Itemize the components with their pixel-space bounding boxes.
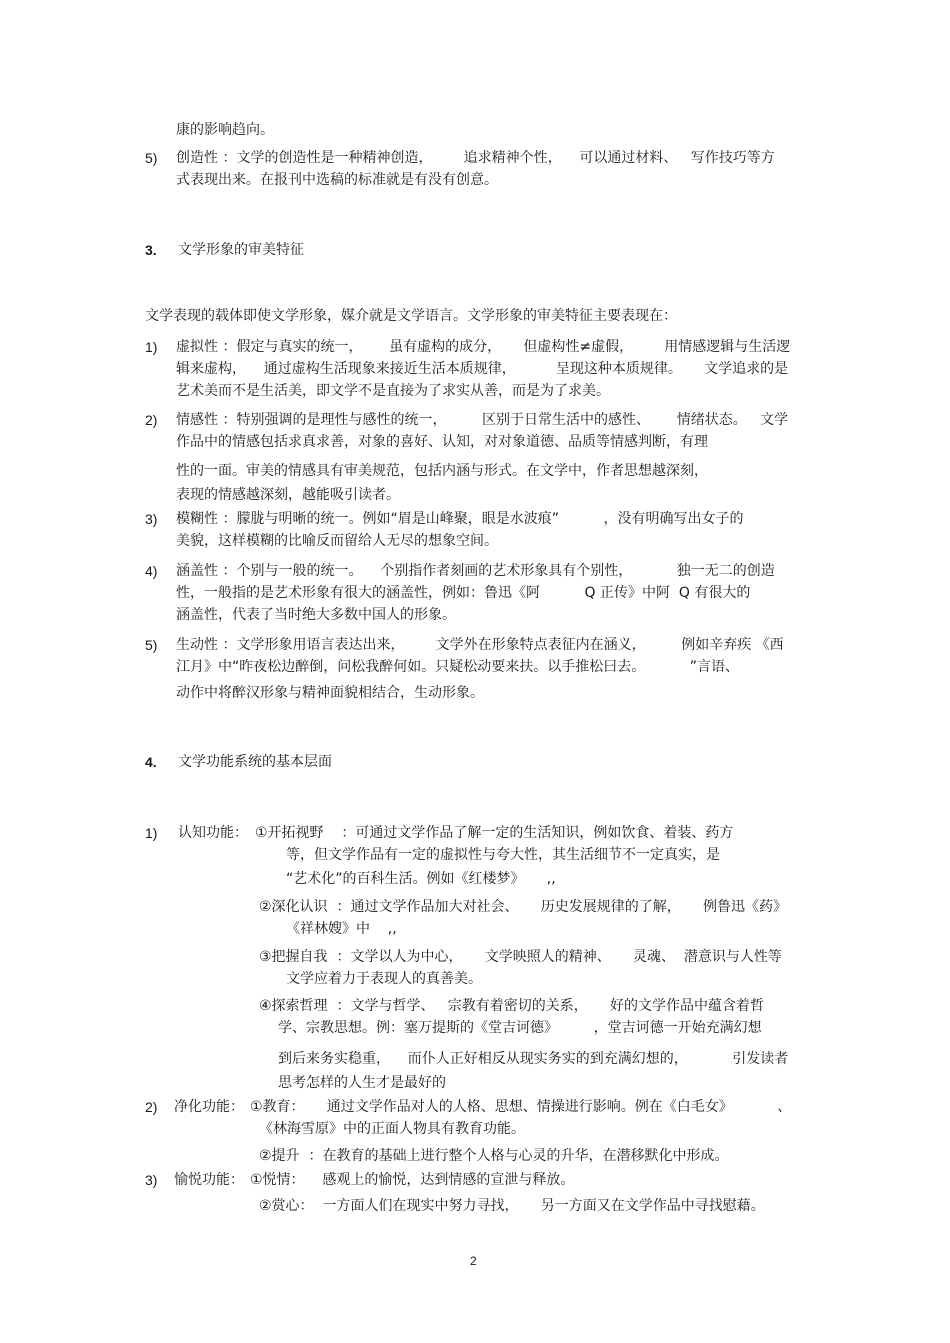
list-number: 5) (145, 150, 158, 166)
text-line: 动作中将醉汉形象与精神面貌相结合，生动形象。 (176, 685, 484, 701)
text-line: ①开拓视野 ：可通过文学作品了解一定的生活知识，例如饮食、着装、药方 (255, 825, 734, 841)
item-label: 愉悦功能： (174, 1172, 244, 1188)
list-number: 3) (145, 1172, 158, 1188)
text-line: 情感性 ：特别强调的是理性与感性的统一， 区别于日常生活中的感性、 情绪状态。 文学 (176, 412, 789, 428)
list-number: 2) (145, 1099, 158, 1115)
text-line: 文学应着力于表现人的真善美。 (286, 971, 482, 987)
page-number: 2 (470, 1254, 477, 1268)
list-number: 1) (145, 339, 158, 355)
text-line: ②提升 ：在教育的基础上进行整个人格与心灵的升华，在潜移默化中形成。 (259, 1148, 729, 1164)
text-line: 康的影响趋向。 (176, 122, 274, 138)
text-line: “艺术化”的百科生活。例如《红楼梦》 ,, (286, 871, 556, 887)
text-line: 《祥林嫂》中 ,, (286, 921, 397, 937)
list-number: 4) (145, 563, 158, 579)
text-line: 虚拟性 ：假定与真实的统一， 虽有虚构的成分， 但虚构性≠虚假， 用情感逻辑与生活逻 (176, 339, 791, 355)
text-line: 辑来虚构， 通过虚构生活现象来接近生活本质规律， 呈现这种本质规律。 文学追求的是 (176, 361, 789, 377)
text-line: ③把握自我 ：文学以人为中心， 文学映照人的精神、 灵魂、 潜意识与人性等 (259, 949, 782, 965)
text-line: 涵盖性，代表了当时绝大多数中国人的形象。 (176, 607, 456, 623)
text-line: 学、宗教思想。例：塞万提斯的《堂吉诃德》 ，堂吉诃德一开始充满幻想 (278, 1020, 762, 1036)
text-line: 艺术美而不是生活美，即文学不是直接为了求实从善，而是为了求美。 (176, 383, 610, 399)
text-line: 《林海雪原》中的正面人物具有教育功能。 (259, 1121, 525, 1137)
section-number: 4. (145, 754, 157, 770)
text-line: ④探索哲理 ：文学与哲学、 宗教有着密切的关系， 好的文学作品中蕴含着哲 (259, 998, 765, 1014)
text-line: ①教育： 通过文学作品对人的人格、思想、情操进行影响。例在《白毛女》 、 (250, 1099, 792, 1115)
text-line: 涵盖性 ：个别与一般的统一。 个别指作者刻画的艺术形象具有个别性， 独一无二的创造 (176, 563, 775, 579)
text-line: 江月》中“昨夜松边醉倒，问松我醉何如。只疑松动要来扶。以手推松曰去。 ”言语、 (176, 659, 740, 675)
text-line: 式表现出来。在报刊中选稿的标准就是有没有创意。 (176, 172, 498, 188)
section-title: 文学形象的审美特征 (178, 242, 304, 258)
text-line: 作品中的情感包括求真求善，对象的喜好、认知，对对象道德、品质等情感判断，有理 (176, 434, 708, 450)
text-line: 生动性 ：文学形象用语言表达出来， 文学外在形象特点表征内在涵义， 例如辛弃疾 《西 (176, 637, 784, 653)
text-line: 表现的情感越深刻，越能吸引读者。 (176, 487, 400, 503)
item-label: 认知功能： (178, 825, 248, 841)
text-line: 创造性 ：文学的创造性是一种精神创造， 追求精神个性， 可以通过材料、 写作技巧等方 (176, 150, 775, 166)
text-line: 美貌，这样模糊的比喻反而留给人无尽的想象空间。 (176, 533, 498, 549)
list-number: 5) (145, 637, 158, 653)
list-number: 2) (145, 412, 158, 428)
section-title: 文学功能系统的基本层面 (178, 754, 332, 770)
paragraph: 文学表现的载体即使文学形象，媒介就是文学语言。文学形象的审美特征主要表现在： (145, 308, 677, 324)
text-line: 到后来务实稳重， 而仆人正好相反从现实务实的到充满幻想的， 引发读者 (278, 1051, 789, 1067)
list-number: 3) (145, 511, 158, 527)
section-number: 3. (145, 242, 157, 258)
item-label: 净化功能： (174, 1099, 244, 1115)
text-line: 模糊性 ：朦胧与明晰的统一。例如“眉是山峰聚，眼是水波痕” ，没有明确写出女子的 (176, 511, 744, 527)
text-line: 思考怎样的人生才是最好的 (278, 1075, 446, 1091)
text-line: ①悦情： 感观上的愉悦，达到情感的宣泄与释放。 (250, 1172, 575, 1188)
text-line: ②赏心： 一方面人们在现实中努力寻找， 另一方面又在文学作品中寻找慰藉。 (259, 1198, 765, 1214)
text-line: 等，但文学作品有一定的虚拟性与夸大性，其生活细节不一定真实，是 (286, 847, 720, 863)
text-line: ②深化认识 ：通过文学作品加大对社会、 历史发展规律的了解， 例鲁迅《药》 (259, 899, 787, 915)
text-line: 性的一面。审美的情感具有审美规范，包括内涵与形式。在文学中，作者思想越深刻， (176, 463, 708, 479)
list-number: 1) (145, 825, 158, 841)
text-line: 性，一般指的是艺术形象有很大的涵盖性，例如：鲁迅《阿 Q 正传》中阿 Q 有很大的 (176, 585, 751, 601)
